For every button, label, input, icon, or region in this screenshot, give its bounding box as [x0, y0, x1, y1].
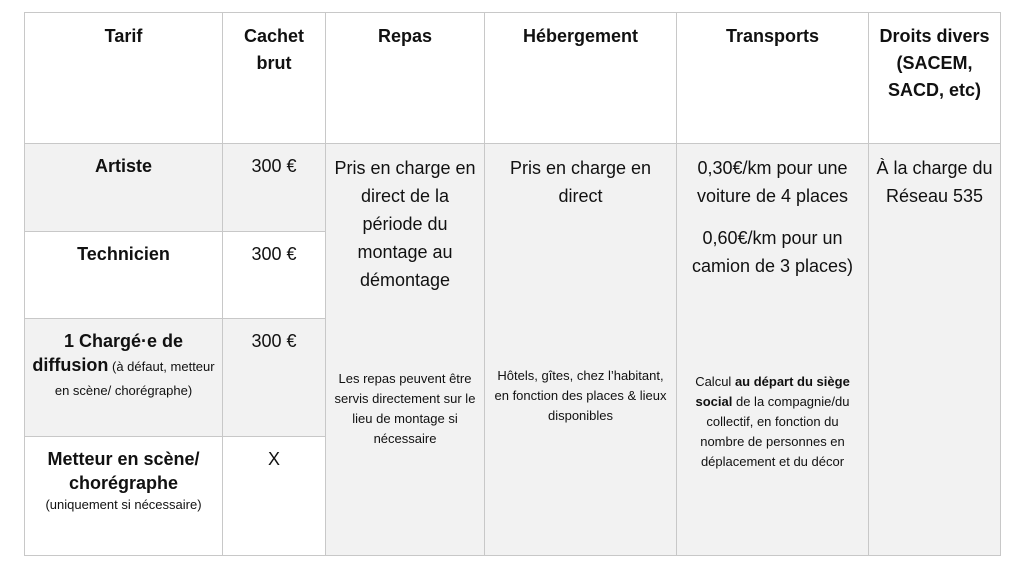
row-label-charge — [25, 319, 223, 437]
header-hebergement: Hébergement — [485, 13, 677, 144]
metteur-note: (uniquement si nécessaire) — [45, 497, 202, 512]
cachet-technicien: 300 € — [223, 232, 326, 319]
transports-voiture: 0,30€/km pour une voiture de 4 places — [696, 158, 849, 206]
droits-cell — [869, 144, 1001, 556]
charge-note: (à défaut, metteur en scène/ chorégraphe) — [54, 359, 215, 398]
hebergement-cell — [485, 144, 677, 556]
header-droits: Droits divers (SACEM, SACD, etc) — [869, 13, 1001, 144]
header-cachet — [223, 13, 326, 144]
header-row — [25, 13, 1001, 144]
cachet-metteur: X — [223, 437, 326, 556]
transports-camion: 0,60€/km pour un camion de 3 places) — [691, 228, 854, 276]
metteur-label: Metteur en scène/ chorégraphe — [47, 449, 200, 493]
header-cachet-line2: brut — [256, 53, 292, 73]
hebergement-note: Hôtels, gîtes, chez l’habitant, en fonction des places & lieux disponibles — [494, 368, 667, 423]
repas-cell — [326, 144, 485, 556]
tarif-table — [24, 12, 1001, 556]
hebergement-main: Pris en charge en direct — [509, 158, 652, 206]
cachet-charge: 300 € — [223, 319, 326, 437]
row-artiste — [25, 144, 1001, 232]
header-tarif: Tarif — [25, 13, 223, 144]
repas-main: Pris en charge en direct de la période du montage au démontage — [334, 158, 476, 290]
transports-note-before: Calcul — [695, 374, 735, 389]
header-repas: Repas — [326, 13, 485, 144]
droits-main: À la charge du Réseau 535 — [876, 158, 993, 206]
transports-note — [683, 372, 862, 472]
row-label-metteur — [25, 437, 223, 556]
transports-note-bold: au départ du siège social — [695, 374, 850, 409]
header-cachet-line1: Cachet — [243, 26, 305, 46]
repas-note: Les repas peuvent être servis directement sur le lieu de montage si nécessaire — [334, 371, 476, 446]
cachet-artiste: 300 € — [223, 144, 326, 232]
row-label-artiste: Artiste — [25, 144, 223, 232]
transports-note-after: de la compagnie/du collectif, en fonction du nombre de personnes en déplacement et du décor — [700, 394, 850, 469]
row-label-technicien: Technicien — [25, 232, 223, 319]
transports-cell — [677, 144, 869, 556]
charge-label: 1 Chargé·e de diffusion — [32, 331, 184, 375]
header-transports: Transports — [677, 13, 869, 144]
